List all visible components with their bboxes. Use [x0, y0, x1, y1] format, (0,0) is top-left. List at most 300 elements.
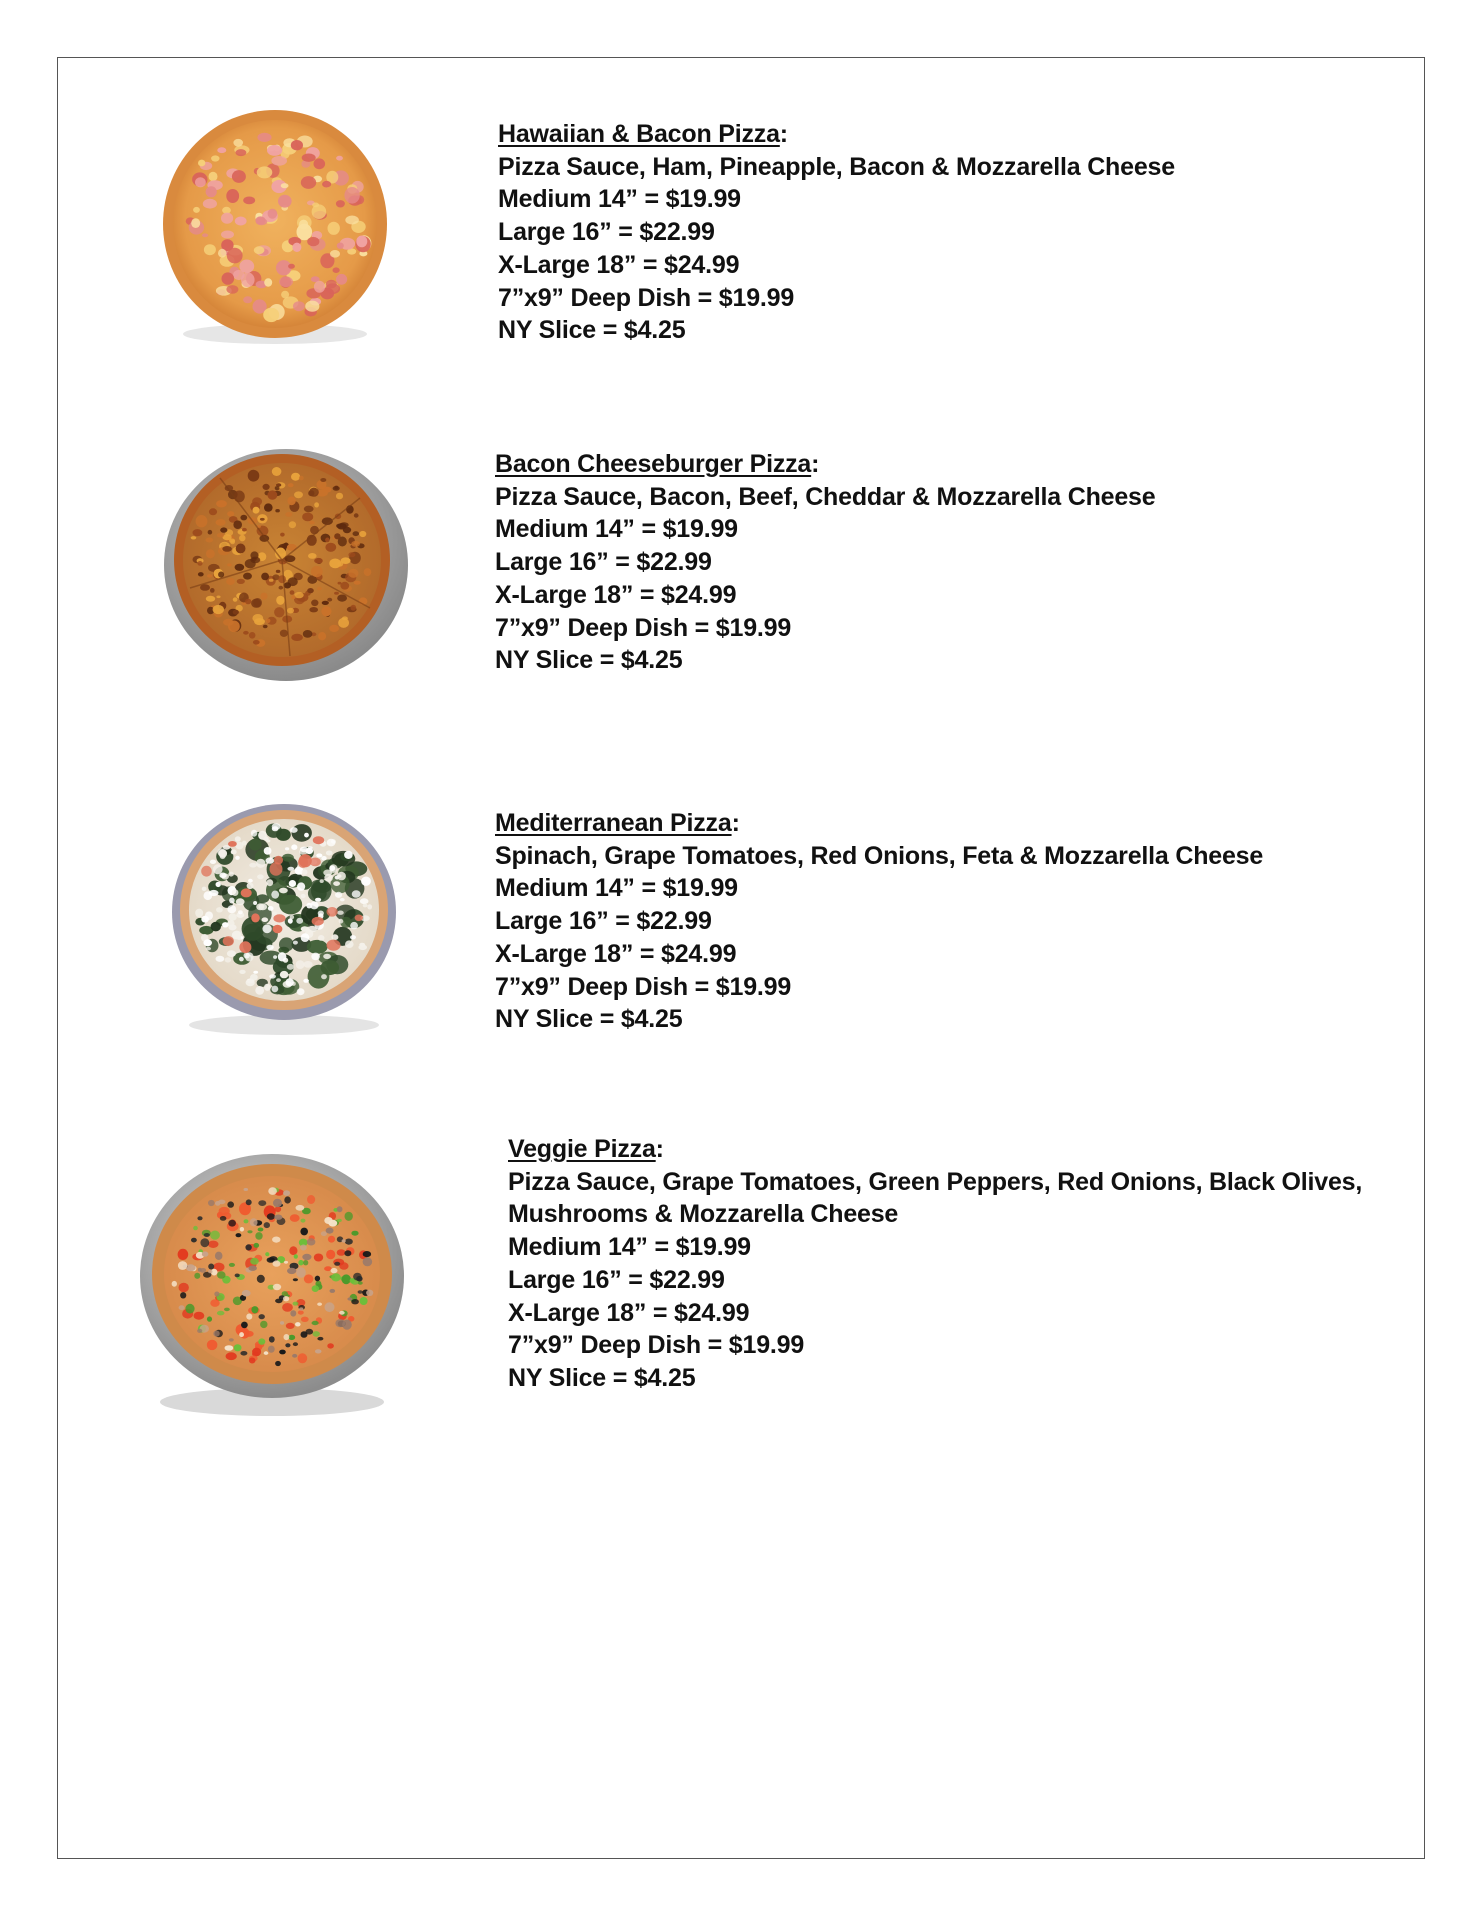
topping-piece: [280, 630, 288, 637]
topping-piece: [255, 986, 264, 995]
topping-piece: [307, 1195, 315, 1204]
topping-piece: [299, 1307, 303, 1310]
topping-piece: [198, 160, 205, 167]
topping-piece: [206, 538, 214, 543]
topping-piece: [253, 640, 260, 645]
topping-piece: [213, 864, 223, 874]
veggie-text: [508, 1133, 1362, 1395]
topping-piece: [261, 573, 269, 581]
topping-piece: [330, 1289, 336, 1293]
topping-piece: [222, 922, 229, 927]
topping-piece: [221, 213, 233, 224]
topping-piece: [251, 913, 260, 922]
topping-piece: [267, 145, 282, 156]
topping-piece: [334, 533, 340, 539]
topping-piece: [204, 244, 216, 255]
topping-piece: [280, 533, 285, 537]
veggie-pizza-image: [130, 1150, 410, 1425]
topping-piece: [251, 830, 257, 837]
topping-piece: [321, 856, 326, 860]
topping-piece: [296, 918, 303, 924]
topping-piece: [239, 941, 251, 953]
topping-piece: [308, 553, 317, 559]
topping-piece: [287, 496, 295, 505]
topping-piece: [329, 865, 335, 871]
topping-piece: [321, 1231, 327, 1236]
topping-piece: [317, 1303, 322, 1306]
topping-piece: [196, 515, 208, 527]
topping-piece: [307, 237, 319, 246]
topping-piece: [263, 308, 279, 322]
topping-piece: [291, 634, 303, 641]
topping-piece: [307, 588, 314, 593]
topping-piece: [325, 283, 340, 294]
topping-piece: [295, 867, 300, 872]
topping-piece: [264, 984, 271, 991]
topping-piece: [202, 233, 208, 237]
topping-piece: [348, 552, 355, 557]
topping-piece: [215, 1252, 223, 1260]
item-toppings-line-2: Mushrooms & Mozzarella Cheese: [508, 1200, 899, 1229]
topping-piece: [272, 1237, 280, 1243]
topping-piece: [287, 1268, 296, 1274]
topping-piece: [206, 596, 215, 602]
topping-piece: [321, 606, 331, 616]
topping-piece: [289, 880, 296, 887]
bacon-cheeseburger-text: [495, 448, 1155, 677]
topping-piece: [345, 216, 359, 225]
topping-piece: [249, 863, 257, 868]
topping-piece: [279, 937, 294, 951]
topping-piece: [179, 1283, 189, 1293]
price-ny-slice: NY Slice = $4.25: [495, 1005, 683, 1034]
topping-piece: [287, 608, 294, 614]
topping-piece: [216, 519, 226, 526]
topping-piece: [284, 1334, 290, 1340]
topping-piece: [298, 1310, 304, 1314]
topping-piece: [302, 869, 308, 875]
topping-piece: [272, 826, 279, 831]
topping-piece: [229, 898, 235, 904]
topping-piece: [309, 607, 318, 612]
topping-piece: [210, 588, 215, 593]
topping-piece: [279, 888, 288, 894]
topping-piece: [194, 1273, 200, 1279]
topping-piece: [217, 1271, 226, 1278]
topping-piece: [227, 511, 234, 516]
topping-piece: [242, 1290, 251, 1297]
topping-piece: [288, 1335, 295, 1340]
topping-piece: [246, 979, 255, 986]
topping-piece: [281, 291, 289, 299]
topping-piece: [339, 1311, 345, 1315]
topping-piece: [216, 596, 220, 599]
topping-piece: [315, 898, 321, 902]
topping-piece: [317, 1337, 323, 1341]
topping-piece: [337, 1249, 346, 1256]
topping-piece: [194, 1312, 205, 1320]
topping-piece: [264, 1222, 270, 1228]
topping-piece: [344, 1250, 351, 1256]
price-medium: Medium 14” = $19.99: [498, 185, 741, 214]
topping-piece: [331, 934, 338, 940]
topping-piece: [208, 1241, 219, 1248]
topping-piece: [280, 971, 289, 978]
topping-piece: [297, 988, 305, 995]
topping-piece: [301, 933, 310, 942]
topping-piece: [276, 596, 284, 605]
topping-piece: [288, 918, 293, 923]
topping-piece: [268, 209, 278, 219]
topping-piece: [313, 836, 324, 844]
topping-piece: [234, 1344, 242, 1351]
topping-piece: [193, 207, 200, 213]
item-title: Bacon Cheeseburger Pizza:: [495, 450, 820, 478]
topping-piece: [217, 1311, 225, 1316]
topping-piece: [333, 881, 340, 886]
topping-piece: [311, 566, 323, 577]
topping-piece: [208, 530, 213, 535]
topping-piece: [359, 531, 366, 537]
topping-piece: [350, 935, 356, 939]
topping-piece: [337, 1219, 342, 1222]
topping-piece: [272, 912, 277, 915]
topping-piece: [207, 1340, 218, 1350]
topping-piece: [244, 953, 250, 959]
topping-piece: [270, 862, 283, 876]
topping-piece: [254, 246, 265, 254]
topping-piece: [260, 1321, 267, 1328]
topping-piece: [232, 170, 246, 183]
topping-piece: [269, 579, 274, 582]
item-title: Hawaiian & Bacon Pizza:: [498, 120, 788, 148]
topping-piece: [235, 1274, 240, 1278]
topping-piece: [198, 572, 204, 576]
topping-piece: [263, 484, 270, 490]
topping-piece: [328, 1236, 335, 1243]
topping-piece: [249, 1358, 256, 1364]
price-medium: Medium 14” = $19.99: [495, 874, 738, 903]
topping-piece: [230, 952, 235, 957]
topping-piece: [341, 557, 351, 564]
topping-piece: [249, 1266, 257, 1271]
price-deep-dish: 7”x9” Deep Dish = $19.99: [495, 613, 792, 642]
topping-piece: [329, 625, 339, 632]
topping-piece: [238, 910, 243, 914]
topping-piece: [301, 894, 306, 898]
topping-piece: [364, 568, 372, 576]
topping-piece: [354, 513, 359, 517]
topping-piece: [206, 549, 215, 558]
topping-piece: [268, 906, 274, 911]
topping-piece: [227, 1201, 234, 1207]
topping-piece: [275, 1361, 281, 1366]
topping-piece: [193, 1226, 198, 1230]
topping-piece: [241, 888, 252, 897]
topping-piece: [351, 605, 357, 611]
topping-piece: [233, 520, 242, 529]
price-large: Large 16” = $22.99: [495, 907, 712, 936]
topping-piece: [273, 1284, 281, 1290]
topping-piece: [240, 1351, 247, 1356]
topping-piece: [351, 1231, 358, 1236]
topping-piece: [219, 873, 226, 879]
topping-piece: [285, 847, 289, 850]
topping-piece: [303, 1260, 308, 1265]
topping-piece: [269, 974, 276, 978]
price-xlarge: X-Large 18” = $24.99: [508, 1298, 750, 1327]
topping-piece: [308, 490, 314, 496]
topping-piece: [211, 922, 221, 932]
topping-piece: [274, 607, 284, 617]
topping-piece: [241, 1322, 248, 1329]
topping-piece: [339, 919, 344, 924]
topping-piece: [322, 601, 329, 605]
topping-piece: [337, 1206, 343, 1212]
hawaiian-bacon-text: [498, 118, 1175, 347]
topping-piece: [249, 839, 262, 851]
topping-piece: [265, 1252, 269, 1256]
topping-piece: [330, 250, 340, 258]
topping-piece: [284, 1261, 288, 1264]
topping-piece: [306, 903, 312, 909]
topping-piece: [242, 841, 247, 846]
price-ny-slice: NY Slice = $4.25: [495, 646, 683, 675]
topping-piece: [237, 937, 241, 940]
topping-piece: [353, 1273, 362, 1281]
topping-piece: [258, 1228, 264, 1232]
topping-piece: [205, 911, 213, 920]
topping-piece: [344, 851, 353, 859]
topping-piece: [318, 911, 324, 916]
topping-piece: [293, 301, 305, 311]
topping-piece: [239, 970, 245, 974]
topping-piece: [220, 1216, 227, 1221]
topping-piece: [335, 1319, 345, 1327]
topping-piece: [267, 1213, 275, 1220]
topping-piece: [356, 236, 367, 248]
topping-piece: [351, 1299, 359, 1304]
topping-piece: [318, 632, 326, 640]
topping-piece: [293, 941, 298, 945]
topping-piece: [335, 892, 342, 898]
price-large: Large 16” = $22.99: [498, 218, 715, 247]
topping-piece: [314, 158, 326, 169]
topping-piece: [272, 986, 279, 993]
topping-piece: [290, 1214, 300, 1222]
topping-piece: [296, 960, 305, 969]
topping-piece: [328, 222, 340, 235]
topping-piece: [253, 598, 262, 608]
topping-piece: [178, 1249, 189, 1260]
topping-piece: [340, 522, 349, 528]
price-ny-slice: NY Slice = $4.25: [498, 316, 686, 345]
topping-piece: [271, 156, 287, 166]
topping-piece: [236, 1233, 242, 1237]
topping-piece: [191, 218, 200, 228]
topping-piece: [285, 512, 292, 517]
item-toppings: Pizza Sauce, Ham, Pineapple, Bacon & Mozzarella Cheese: [498, 152, 1175, 181]
topping-piece: [235, 564, 245, 571]
topping-piece: [225, 1345, 234, 1351]
topping-piece: [285, 1343, 290, 1347]
topping-piece: [251, 1306, 258, 1313]
topping-piece: [197, 1216, 202, 1220]
topping-piece: [258, 1338, 265, 1344]
topping-piece: [211, 155, 219, 161]
topping-piece: [264, 847, 272, 855]
topping-piece: [326, 1228, 334, 1234]
topping-piece: [195, 909, 203, 918]
price-deep-dish: 7”x9” Deep Dish = $19.99: [498, 283, 795, 312]
topping-piece: [226, 578, 235, 585]
topping-piece: [239, 260, 254, 273]
topping-piece: [279, 276, 293, 287]
topping-piece: [351, 541, 360, 547]
topping-piece: [304, 506, 314, 513]
topping-piece: [235, 856, 240, 860]
topping-piece: [209, 172, 218, 181]
topping-piece: [298, 1260, 303, 1266]
topping-piece: [229, 1263, 235, 1267]
price-xlarge: X-Large 18” = $24.99: [495, 939, 737, 968]
topping-piece: [250, 1218, 258, 1226]
topping-piece: [305, 301, 319, 312]
topping-piece: [321, 960, 340, 975]
topping-piece: [228, 841, 237, 847]
topping-piece: [264, 837, 269, 841]
topping-piece: [243, 296, 252, 303]
topping-piece: [367, 904, 372, 909]
topping-piece: [345, 1212, 353, 1221]
topping-piece: [361, 877, 371, 886]
topping-piece: [314, 1254, 323, 1262]
topping-piece: [287, 964, 294, 970]
topping-piece: [266, 879, 273, 886]
topping-piece: [323, 954, 331, 959]
topping-piece: [228, 913, 236, 921]
topping-piece: [297, 882, 305, 890]
topping-piece: [223, 936, 234, 946]
topping-piece: [286, 1323, 295, 1329]
topping-piece: [273, 914, 285, 922]
topping-piece: [195, 177, 206, 187]
topping-piece: [327, 1343, 334, 1348]
topping-piece: [200, 1238, 209, 1247]
topping-piece: [247, 883, 254, 890]
topping-piece: [336, 200, 345, 207]
topping-piece: [239, 957, 244, 962]
topping-piece: [273, 1199, 282, 1207]
topping-piece: [273, 925, 283, 934]
topping-piece: [287, 867, 294, 871]
topping-piece: [327, 907, 338, 917]
topping-piece: [264, 278, 272, 286]
topping-piece: [289, 1246, 297, 1255]
topping-piece: [302, 154, 316, 162]
topping-piece: [253, 507, 260, 514]
topping-piece: [282, 854, 294, 862]
topping-piece: [255, 1232, 262, 1240]
topping-piece: [340, 582, 349, 590]
topping-piece: [313, 1331, 320, 1337]
topping-piece: [284, 1196, 291, 1203]
topping-piece: [359, 943, 365, 947]
topping-piece: [204, 1233, 210, 1237]
topping-piece: [275, 486, 280, 490]
item-toppings-line-1: Pizza Sauce, Grape Tomatoes, Green Peppers, Red Onions, Black Olives,: [508, 1167, 1363, 1196]
topping-piece: [302, 513, 313, 522]
topping-piece: [293, 1278, 298, 1281]
topping-piece: [191, 1238, 197, 1243]
topping-piece: [261, 593, 268, 600]
topping-piece: [312, 1285, 319, 1292]
topping-piece: [232, 889, 239, 896]
topping-piece: [279, 586, 284, 590]
topping-piece: [360, 898, 369, 904]
topping-piece: [203, 199, 217, 209]
topping-piece: [276, 978, 281, 982]
topping-piece: [326, 1250, 335, 1260]
topping-piece: [342, 616, 348, 620]
topping-piece: [302, 1254, 311, 1260]
topping-piece: [217, 848, 225, 856]
topping-piece: [206, 947, 211, 951]
topping-piece: [213, 1331, 219, 1337]
topping-piece: [208, 1264, 214, 1270]
topping-piece: [303, 979, 309, 983]
topping-piece: [294, 1254, 298, 1259]
topping-piece: [350, 922, 358, 929]
topping-piece: [345, 940, 354, 948]
topping-piece: [264, 503, 273, 511]
price-ny-slice: NY Slice = $4.25: [508, 1363, 696, 1392]
topping-piece: [307, 940, 328, 954]
topping-piece: [278, 952, 287, 961]
topping-piece: [291, 140, 303, 150]
topping-piece: [264, 1351, 269, 1355]
topping-piece: [235, 217, 247, 226]
topping-piece: [256, 894, 269, 903]
topping-piece: [226, 285, 238, 294]
topping-piece: [301, 1317, 309, 1322]
topping-piece: [262, 917, 269, 922]
topping-piece: [327, 598, 332, 602]
mediterranean-pizza-image: [162, 800, 407, 1040]
topping-piece: [259, 1314, 265, 1319]
topping-piece: [210, 860, 216, 864]
topping-piece: [320, 478, 326, 482]
topping-piece: [228, 872, 234, 877]
topping-piece: [217, 533, 224, 538]
topping-piece: [239, 535, 245, 542]
topping-piece: [237, 579, 245, 584]
topping-piece: [293, 1342, 298, 1346]
topping-piece: [245, 599, 251, 605]
topping-piece: [290, 590, 295, 595]
topping-piece: [292, 824, 312, 842]
topping-piece: [266, 945, 273, 950]
topping-piece: [291, 595, 295, 599]
topping-piece: [227, 905, 236, 913]
topping-piece: [266, 857, 275, 863]
topping-piece: [273, 955, 277, 959]
topping-piece: [216, 500, 227, 507]
topping-piece: [201, 866, 212, 877]
topping-piece: [236, 898, 245, 905]
topping-piece: [336, 156, 343, 161]
topping-piece: [355, 915, 363, 922]
